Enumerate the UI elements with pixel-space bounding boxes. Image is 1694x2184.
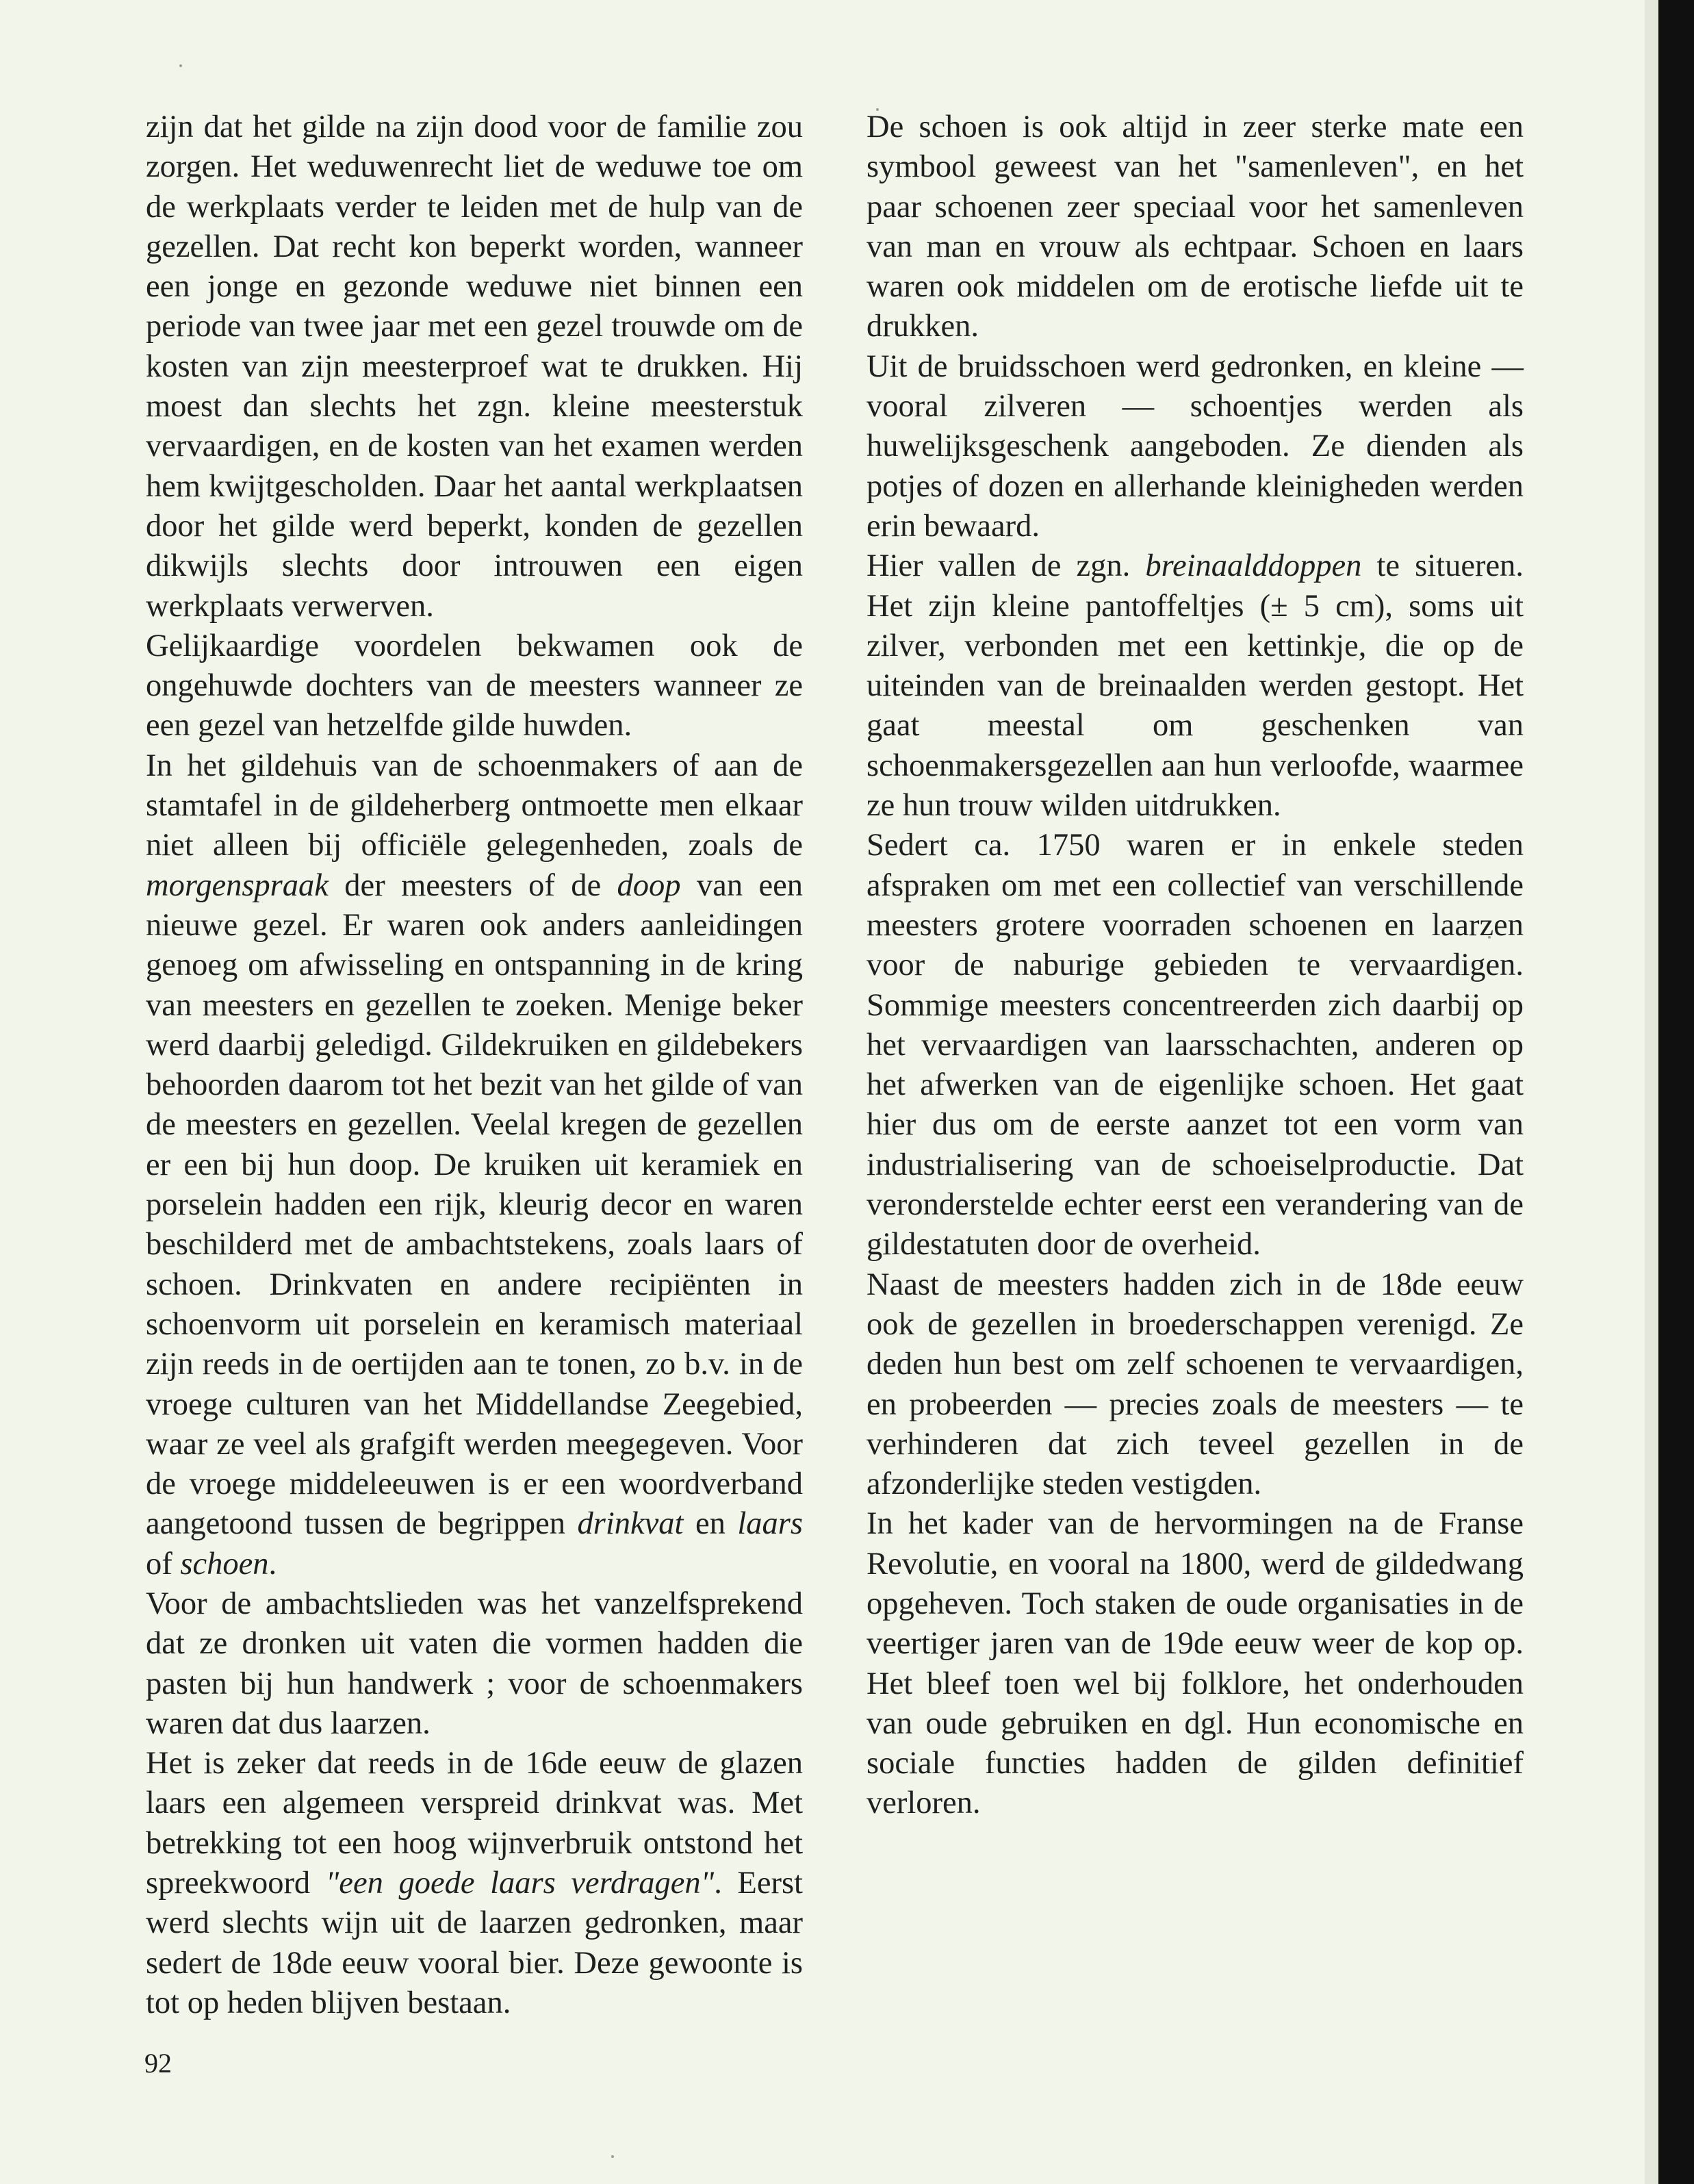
right-text-column [867, 107, 1524, 1824]
paper-speck [611, 2155, 614, 2158]
left-text-column [146, 107, 803, 2023]
paragraph: Voor de ambachtslieden was het vanzelfsprekend dat ze dronken uit vaten die vormen hadden die pasten bij hun handwerk ; voor de schoenmakers waren dat dus laarzen. [146, 1586, 803, 1741]
paragraph: Uit de bruidsschoen werd gedronken, en kleine — vooral zilveren — schoentjes werden als huwelijksgeschenk aangeboden. Ze dienden als potjes of dozen en allerhande kleinigheden werden erin bewaard. [867, 348, 1524, 544]
paragraph: In het gildehuis van de schoenmakers of aan de stamtafel in de gildeherberg ontmoette men elkaar niet alleen bij officiële gelegenheden, zoals de morgenspraak der meesters of de doop van een nieuwe gezel. Er waren ook anders aanleidingen genoeg om afwisseling en ontspanning in de kring van meesters en gezellen te zoeken. Menige beker werd daarbij geledigd. Gildekruiken en gildebekers behoorden daarom tot het bezit van het gilde of van de meesters en gezellen. Veelal kregen de gezellen er een bij hun doop. De kruiken uit keramiek en porselein hadden een rijk, kleurig decor en waren beschilderd met de ambachtstekens, zoals laars of schoen. Drinkvaten en andere recipiënten in schoenvorm uit porselein en keramisch materiaal zijn reeds in de oertijden aan te tonen, zo b.v. in de vroege culturen van het Middellandse Zeegebied, waar ze veel als grafgift werden meegegeven. Voor de vroege middeleeuwen is er een woordverband aangetoond tussen de begrippen drinkvat en laars of schoen. [146, 748, 803, 1582]
paragraph: Gelijkaardige voordelen bekwamen ook de ongehuwde dochters van de meesters wanneer ze een gezel van hetzelfde gilde huwden. [146, 628, 803, 744]
page-edge-shadow [1645, 0, 1658, 2184]
paragraph: Het is zeker dat reeds in de 16de eeuw de glazen laars een algemeen verspreid drinkvat was. Met betrekking tot een hoog wijnverbruik ontstond het spreekwoord "een goede laars verdragen". Eerst werd slechts wijn uit de laarzen gedronken, maar sedert de 18de eeuw vooral bier. Deze gewoonte is tot op heden blijven bestaan. [146, 1746, 803, 2020]
paragraph: Hier vallen de zgn. breinaalddoppen te situeren. Het zijn kleine pantoffeltjes (± 5 cm), soms uit zilver, verbonden met een kettinkje, die op de uiteinden van de breinaalden werden gestopt. Het gaat meestal om geschenken van schoenmakersgezellen aan hun verloofde, waarmee ze hun trouw wilden uitdrukken. [867, 548, 1524, 824]
paragraph: zijn dat het gilde na zijn dood voor de familie zou zorgen. Het weduwenrecht liet de weduwe toe om de werkplaats verder te leiden met de hulp van de gezellen. Dat recht kon beperkt worden, wanneer een jonge en gezonde weduwe niet binnen een periode van twee jaar met een gezel trouwde om de kosten van zijn meesterproef wat te drukken. Hij moest dan slechts het zgn. kleine meesterstuk vervaardigen, en de kosten van het examen werden hem kwijtgescholden. Daar het aantal werkplaatsen door het gilde werd beperkt, konden de gezellen dikwijls slechts door introuwen een eigen werkplaats verwerven. [146, 110, 803, 624]
page-edge-dark [1658, 0, 1694, 2184]
page-number: 92 [144, 2048, 172, 2079]
paragraph: Naast de meesters hadden zich in de 18de eeuw ook de gezellen in broederschappen verenigd. Ze deden hun best om zelf schoenen te vervaardigen, en probeerden — precies zoals de meesters — te verhinderen dat zich teveel gezellen in de afzonderlijke steden vestigden. [867, 1267, 1524, 1502]
paragraph: De schoen is ook altijd in zeer sterke mate een symbool geweest van het "samenleven", en het paar schoenen zeer speciaal voor het samenleven van man en vrouw als echtpaar. Schoen en laars waren ook middelen om de erotische liefde uit te drukken. [867, 110, 1524, 344]
paragraph: In het kader van de hervormingen na de Franse Revolutie, en vooral na 1800, werd de gildedwang opgeheven. Toch staken de oude organisaties in de veertiger jaren van de 19de eeuw weer de kop op. Het bleef toen wel bij folklore, het onderhouden van oude gebruiken en dgl. Hun economische en sociale functies hadden de gilden definitief verloren. [867, 1506, 1524, 1821]
paragraph: Sedert ca. 1750 waren er in enkele steden afspraken om met een collectief van verschillende meesters grotere voorraden schoenen en laarzen voor de naburige gebieden te vervaardigen. Sommige meesters concentreerden zich daarbij op het vervaardigen van laarsschachten, anderen op het afwerken van de eigenlijke schoen. Het gaat hier dus om de eerste aanzet tot een vorm van industrialisering van de schoeiselproductie. Dat veronderstelde echter eerst een verandering van de gildestatuten door de overheid. [867, 828, 1524, 1262]
paper-speck [179, 64, 182, 67]
